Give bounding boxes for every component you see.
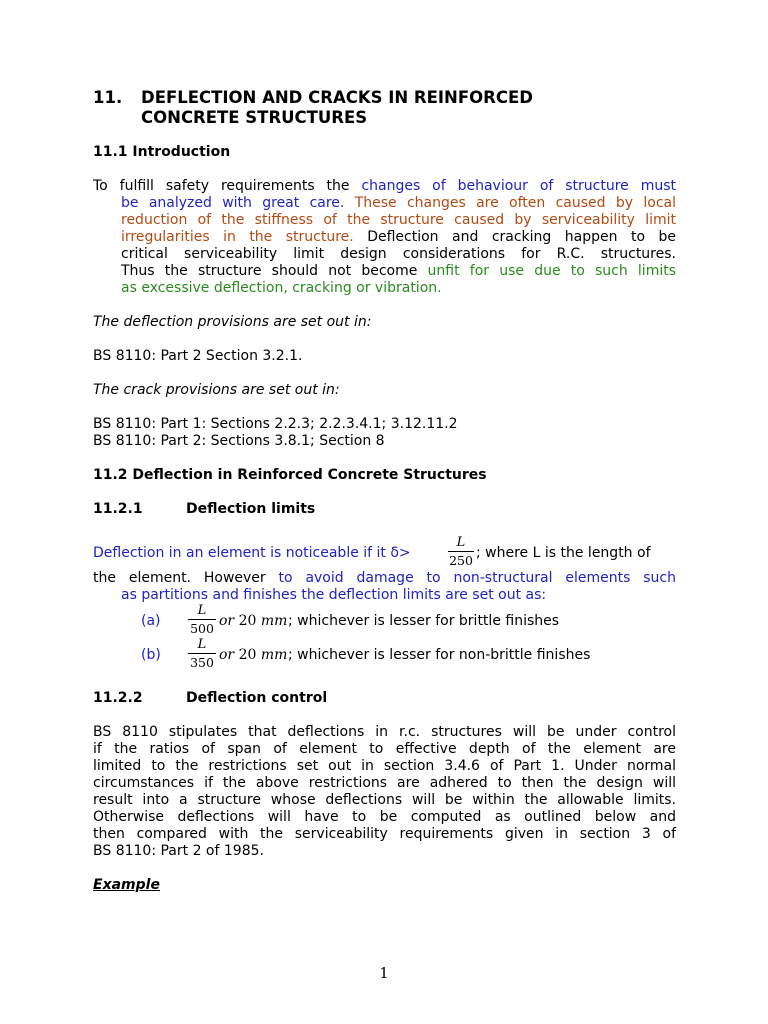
- item-a-text: ; whichever is lesser for brittle finishes: [288, 613, 560, 629]
- control-para-line-3: limited to the restrictions set out in section 3.4.6 of Part 1. Under normal: [93, 758, 676, 774]
- chapter-title-line2: CONCRETE STRUCTURES: [141, 108, 368, 127]
- subsection-title-11-2-1: Deflection limits: [186, 501, 316, 517]
- intro-line-4: irregularities in the structure. Deflection and cracking happen to be: [121, 229, 676, 245]
- intro-line-7: as excessive deflection, cracking or vibration.: [121, 280, 442, 296]
- crack-provisions-intro: The crack provisions are set out in:: [93, 382, 340, 398]
- subsection-number-11-2-2: 11.2.2: [93, 690, 143, 706]
- fraction-L-over-500: L 500: [188, 603, 216, 636]
- deflection-provisions-ref: BS 8110: Part 2 Section 3.2.1.: [93, 348, 303, 364]
- item-a-or-20mm: or 20 mm: [219, 613, 288, 629]
- intro-line-1: To fulfill safety requirements the changes of behaviour of structure must: [93, 178, 676, 194]
- item-b-label: (b): [141, 647, 161, 663]
- control-para-line-4: circumstances if the above restrictions are adhered to then the design will: [93, 775, 676, 791]
- example-label: Example: [93, 877, 160, 893]
- section-heading-11-1: 11.1 Introduction: [93, 144, 231, 160]
- deflection-limit-line-1b: ; where L is the length of: [476, 545, 651, 561]
- deflection-limit-line-3: as partitions and finishes the deflection limits are set out as:: [121, 587, 547, 603]
- subsection-title-11-2-2: Deflection control: [186, 690, 328, 706]
- intro-line-5: critical serviceability limit design considerations for R.C. structures.: [121, 246, 676, 262]
- control-para-line-7: then compared with the serviceability requirements given in section 3 of: [93, 826, 676, 842]
- control-para-line-6: Otherwise deflections will have to be computed as outlined below and: [93, 809, 676, 825]
- control-para-line-1: BS 8110 stipulates that deflections in r.c. structures will be under control: [93, 724, 676, 740]
- intro-line-2: be analyzed with great care. These changes are often caused by local: [121, 195, 676, 211]
- deflection-limit-line-2: the element. However to avoid damage to non-structural elements such: [93, 570, 676, 586]
- control-para-line-5: result into a structure whose deflections will be within the allowable limits.: [93, 792, 676, 808]
- fraction-L-over-350: L 350: [188, 637, 216, 670]
- item-b-or-20mm: or 20 mm: [219, 647, 288, 663]
- item-b-text: ; whichever is lesser for non-brittle finishes: [288, 647, 591, 663]
- intro-line-3: reduction of the stiffness of the structure caused by serviceability limit: [121, 212, 676, 228]
- intro-line-6: Thus the structure should not become unfit for use due to such limits: [121, 263, 677, 279]
- crack-provisions-ref-2: BS 8110: Part 2: Sections 3.8.1; Section 8: [93, 433, 385, 449]
- deflection-limit-line-1a: Deflection in an element is noticeable if it δ>: [93, 545, 411, 561]
- item-a-label: (a): [141, 613, 161, 629]
- section-heading-11-2: 11.2 Deflection in Reinforced Concrete Structures: [93, 467, 487, 483]
- crack-provisions-ref-1: BS 8110: Part 1: Sections 2.2.3; 2.2.3.4.1; 3.12.11.2: [93, 416, 458, 432]
- control-para-line-2: if the ratios of span of element to effective depth of the element are: [93, 741, 676, 757]
- chapter-number: 11.: [93, 88, 123, 107]
- control-para-line-8: BS 8110: Part 2 of 1985.: [93, 843, 264, 859]
- chapter-title-line1: DEFLECTION AND CRACKS IN REINFORCED: [141, 88, 533, 107]
- fraction-L-over-250: L 250: [449, 535, 473, 568]
- subsection-number-11-2-1: 11.2.1: [93, 501, 143, 517]
- page-number: 1: [379, 964, 389, 982]
- deflection-provisions-intro: The deflection provisions are set out in:: [93, 314, 372, 330]
